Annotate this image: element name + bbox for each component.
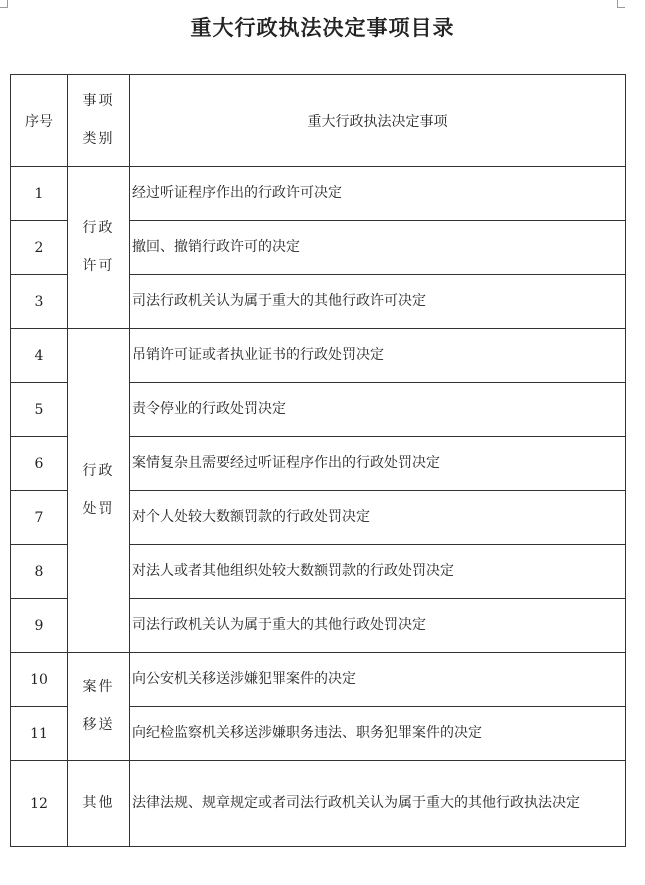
- row-item: 司法行政机关认为属于重大的其他行政许可决定: [130, 275, 626, 329]
- row-index: 4: [11, 329, 68, 383]
- row-item: 司法行政机关认为属于重大的其他行政处罚决定: [130, 599, 626, 653]
- row-item: 向纪检监察机关移送涉嫌职务违法、职务犯罪案件的决定: [130, 707, 626, 761]
- row-index: 5: [11, 383, 68, 437]
- corner-mark-right: [617, 0, 625, 8]
- row-index: 10: [11, 653, 68, 707]
- row-item: 对法人或者其他组织处较大数额罚款的行政处罚决定: [130, 545, 626, 599]
- row-index: 7: [11, 491, 68, 545]
- row-item: 责令停业的行政处罚决定: [130, 383, 626, 437]
- row-index: 1: [11, 167, 68, 221]
- row-item: 经过听证程序作出的行政许可决定: [130, 167, 626, 221]
- header-item: 重大行政执法决定事项: [130, 75, 626, 167]
- row-item: 对个人处较大数额罚款的行政处罚决定: [130, 491, 626, 545]
- category-penalty: 行政处罚: [68, 329, 130, 653]
- row-index: 9: [11, 599, 68, 653]
- table-row: [11, 329, 626, 383]
- category-transfer: 案件移送: [68, 653, 130, 761]
- table-row: [11, 653, 626, 707]
- table-row: [11, 761, 626, 847]
- row-item: 撤回、撤销行政许可的决定: [130, 221, 626, 275]
- row-index: 11: [11, 707, 68, 761]
- row-index: 8: [11, 545, 68, 599]
- row-index: 3: [11, 275, 68, 329]
- row-index: 6: [11, 437, 68, 491]
- table-header-row: [11, 75, 626, 167]
- page-title: 重大行政执法决定事项目录: [190, 15, 455, 40]
- category-other: 其他: [68, 761, 130, 847]
- table-row: [11, 167, 626, 221]
- header-index: 序号: [11, 75, 68, 167]
- row-item: 向公安机关移送涉嫌犯罪案件的决定: [130, 653, 626, 707]
- header-category: 事项类别: [68, 75, 130, 167]
- category-licensing: 行政许可: [68, 167, 130, 329]
- row-item: 吊销许可证或者执业证书的行政处罚决定: [130, 329, 626, 383]
- decision-table: [10, 74, 626, 847]
- row-item: 案情复杂且需要经过听证程序作出的行政处罚决定: [130, 437, 626, 491]
- row-item: 法律法规、规章规定或者司法行政机关认为属于重大的其他行政执法决定: [130, 761, 626, 847]
- row-index: 12: [11, 761, 68, 847]
- corner-mark-left: [0, 0, 8, 8]
- row-index: 2: [11, 221, 68, 275]
